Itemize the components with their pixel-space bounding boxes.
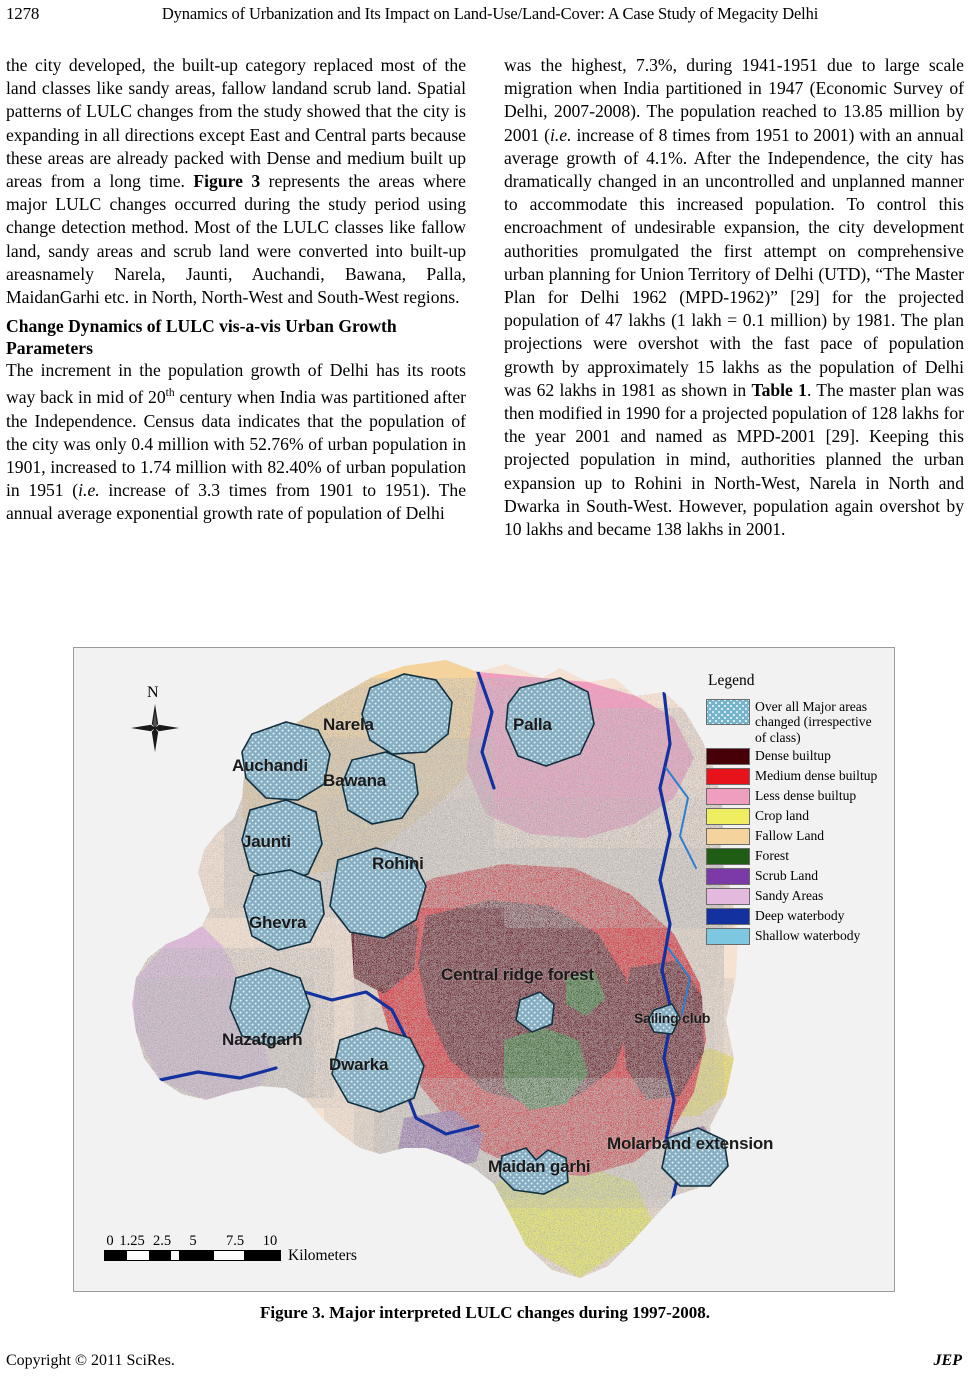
map-legend <box>706 672 884 948</box>
north-arrow-label: N <box>147 684 159 701</box>
legend-swatch-shallow-waterbody <box>706 928 750 945</box>
north-arrow <box>126 686 184 758</box>
scalebar-tick-7.5: 7.5 <box>225 1233 245 1249</box>
table-1-reference: Table 1 <box>751 379 807 400</box>
legend-swatch-deep-waterbody <box>706 908 750 925</box>
legend-label-forest: Forest <box>755 848 789 864</box>
legend-swatch-less-dense-builtup <box>706 788 750 805</box>
left-paragraph-1 <box>6 54 466 309</box>
legend-label-dense-builtup: Dense builtup <box>755 748 831 764</box>
scalebar-tick-0: 0 <box>106 1233 114 1249</box>
scalebar-tick-1.25: 1.25 <box>119 1233 145 1249</box>
map-label-maidan-garhi: Maidan garhi <box>488 1157 591 1176</box>
left-p1-part2: represents the areas where major LULC changes occurred during the study period using change detection method. Most of the LULC classes like fallow land, sandy areas and scrub land were converted into built-up areasnamely Narela, Jaunti, Auchandi, Bawana, Palla, MaidanGarhi etc. in North, North-West and South-West regions. <box>6 171 466 308</box>
map-label-auchandi: Auchandi <box>232 756 308 775</box>
legend-swatch-sandy-areas <box>706 888 750 905</box>
map-label-ghevra: Ghevra <box>249 913 307 932</box>
left-paragraph-2 <box>6 359 466 525</box>
right-p1-part3: . The master plan was then modified in 1990 for a projected population of 128 lakhs for the year 2001 and named as MPD-2001 [29]. Keeping this projected population in mind, authorities planned the urban expansion up to Rohini in North-West, Narela in North and Dwarka in South-West. However, population again overshot by 10 lakhs and became 138 lakhs in 2001. <box>504 379 965 540</box>
legend-item-deep-waterbody <box>706 908 884 925</box>
scalebar-unit-label: Kilometers <box>288 1247 357 1264</box>
figure-3-reference: Figure 3 <box>193 171 261 192</box>
map-label-nazafgarh: Nazafgarh <box>222 1030 303 1049</box>
scalebar-segment-3 <box>149 1251 171 1260</box>
ordinal-superscript: th <box>165 387 175 400</box>
legend-label-shallow-waterbody: Shallow waterbody <box>755 928 861 944</box>
scalebar-segment-4 <box>171 1251 180 1260</box>
left-p2-part2: century when India was partitioned after the Independence. Census data indicates that the population of the city was only 0.4 million with 52.76% of urban population in 1901, increased to 1.74 million with 82.40% of urban population in 1951 ( <box>6 387 466 501</box>
legend-item-medium-dense-builtup <box>706 768 884 785</box>
scalebar-segment-6 <box>214 1251 244 1260</box>
left-p1-part1: the city developed, the built-up category replaced most of the land classes like sandy areas, fallow landand scrub land. Spatial patterns of LULC changes from the study showed that the city is expanding in all directions except East and Central parts because these areas are already packed with Dense and medium built up areas from a long time. <box>6 55 466 192</box>
map-label-narela: Narela <box>323 715 374 734</box>
scalebar-tick-5: 5 <box>189 1233 197 1249</box>
legend-label-scrub-land: Scrub Land <box>755 868 819 884</box>
right-column <box>504 54 964 541</box>
left-p2-italic: i.e. <box>78 480 100 501</box>
figure-3 <box>73 647 895 1292</box>
page-footer <box>0 1352 970 1374</box>
legend-item-dense-builtup <box>706 748 884 765</box>
scalebar-tick-2.5: 2.5 <box>152 1233 172 1249</box>
legend-swatch-dense-builtup <box>706 748 750 765</box>
left-p2-part3: increase of 3.3 times from 1901 to 1951). The annual average exponential growth rate of population of Delhi <box>6 480 466 524</box>
map-scalebar <box>104 1233 357 1267</box>
legend-item-less-dense-builtup <box>706 788 884 805</box>
map-label-central-ridge-forest: Central ridge forest <box>441 965 594 984</box>
page-number: 1278 <box>6 4 40 23</box>
map-label-dwarka: Dwarka <box>329 1055 389 1074</box>
right-p1-part1: was the highest, 7.3%, during 1941-1951 due to large scale migration when India partitioned in 1947 (Economic Survey of Delhi, 2007-2008). The population reached to 13.85 million by 2001 ( <box>504 55 964 145</box>
page-header <box>0 4 970 30</box>
map-label-palla: Palla <box>513 715 552 734</box>
legend-label-medium-dense-builtup: Medium dense builtup <box>755 768 878 784</box>
legend-title: Legend <box>708 672 755 689</box>
legend-item-shallow-waterbody <box>706 928 884 945</box>
legend-item-sandy-areas <box>706 888 884 905</box>
legend-swatch-medium-dense-builtup <box>706 768 750 785</box>
right-p1-italic: i.e. <box>550 124 572 145</box>
legend-swatch-scrub-land <box>706 868 750 885</box>
legend-item-forest <box>706 848 884 865</box>
scalebar-segment-7 <box>244 1251 280 1260</box>
legend-swatch-changed-areas <box>706 699 750 725</box>
journal-code: JEP <box>933 1352 962 1369</box>
legend-label-less-dense-builtup: Less dense builtup <box>755 788 857 804</box>
scalebar-segment-2 <box>127 1251 149 1260</box>
scalebar-segment-1 <box>105 1251 127 1260</box>
running-head-title: Dynamics of Urbanization and Its Impact on Land-Use/Land-Cover: A Case Study of Megacity Delhi <box>161 4 819 23</box>
legend-label-deep-waterbody: Deep waterbody <box>755 908 845 924</box>
map-label-jaunti: Jaunti <box>242 832 291 851</box>
legend-item-scrub-land <box>706 868 884 885</box>
legend-item-fallow-land <box>706 828 884 845</box>
left-column <box>6 54 466 526</box>
legend-swatch-forest <box>706 848 750 865</box>
legend-label-changed-areas: Over all Major areas changed (irrespective of class) <box>755 699 872 745</box>
legend-swatch-fallow-land <box>706 828 750 845</box>
body-columns <box>0 54 970 624</box>
map-label-rohini: Rohini <box>372 854 424 873</box>
section-heading-change-dynamics: Change Dynamics of LULC vis-a-vis Urban Growth Parameters <box>6 316 397 359</box>
figure-frame <box>73 647 895 1292</box>
legend-label-sandy-areas: Sandy Areas <box>755 888 824 904</box>
legend-item-crop-land <box>706 808 884 825</box>
right-p1-part2: increase of 8 times from 1951 to 2001) with an annual average growth of 4.1%. After the Independence, the city has dramatically changed in an uncontrolled and unplanned manner to accommodate this increased population. To control this encroachment of undesirable expansion, the city development authorities promulgated the first attempt on comprehensive urban planning for Union Territory of Delhi (UTD), “The Master Plan for Delhi 1962 (MPD-1962)” [29] for the projected population of 47 lakhs (1 lakh = 0.1 million) by 1981. The plan projections were overshot with the fast pace of population growth by approximately 15 lakhs as the population of Delhi was 62 lakhs in 1981 as shown in <box>504 124 964 400</box>
legend-label-crop-land: Crop land <box>755 808 809 824</box>
left-p2-part1: The increment in the population growth of Delhi has its roots way back in mid of 20 <box>6 360 466 408</box>
map-label-sailing-club: Sailing club <box>634 1010 711 1026</box>
figure-caption: Figure 3. Major interpreted LULC changes during 1997-2008. <box>259 1303 710 1322</box>
right-paragraph-1 <box>504 54 964 541</box>
scalebar-tick-10: 10 <box>262 1233 278 1249</box>
scalebar-segments <box>104 1250 281 1261</box>
legend-label-fallow-land: Fallow Land <box>755 828 825 844</box>
legend-item-changed-areas <box>706 699 884 745</box>
map-label-bawana: Bawana <box>323 771 387 790</box>
scalebar-segment-5 <box>179 1251 214 1260</box>
legend-swatch-crop-land <box>706 808 750 825</box>
map-label-molarband-extension: Molarband extension <box>607 1134 774 1153</box>
copyright-notice: Copyright © 2011 SciRes. <box>6 1352 175 1369</box>
